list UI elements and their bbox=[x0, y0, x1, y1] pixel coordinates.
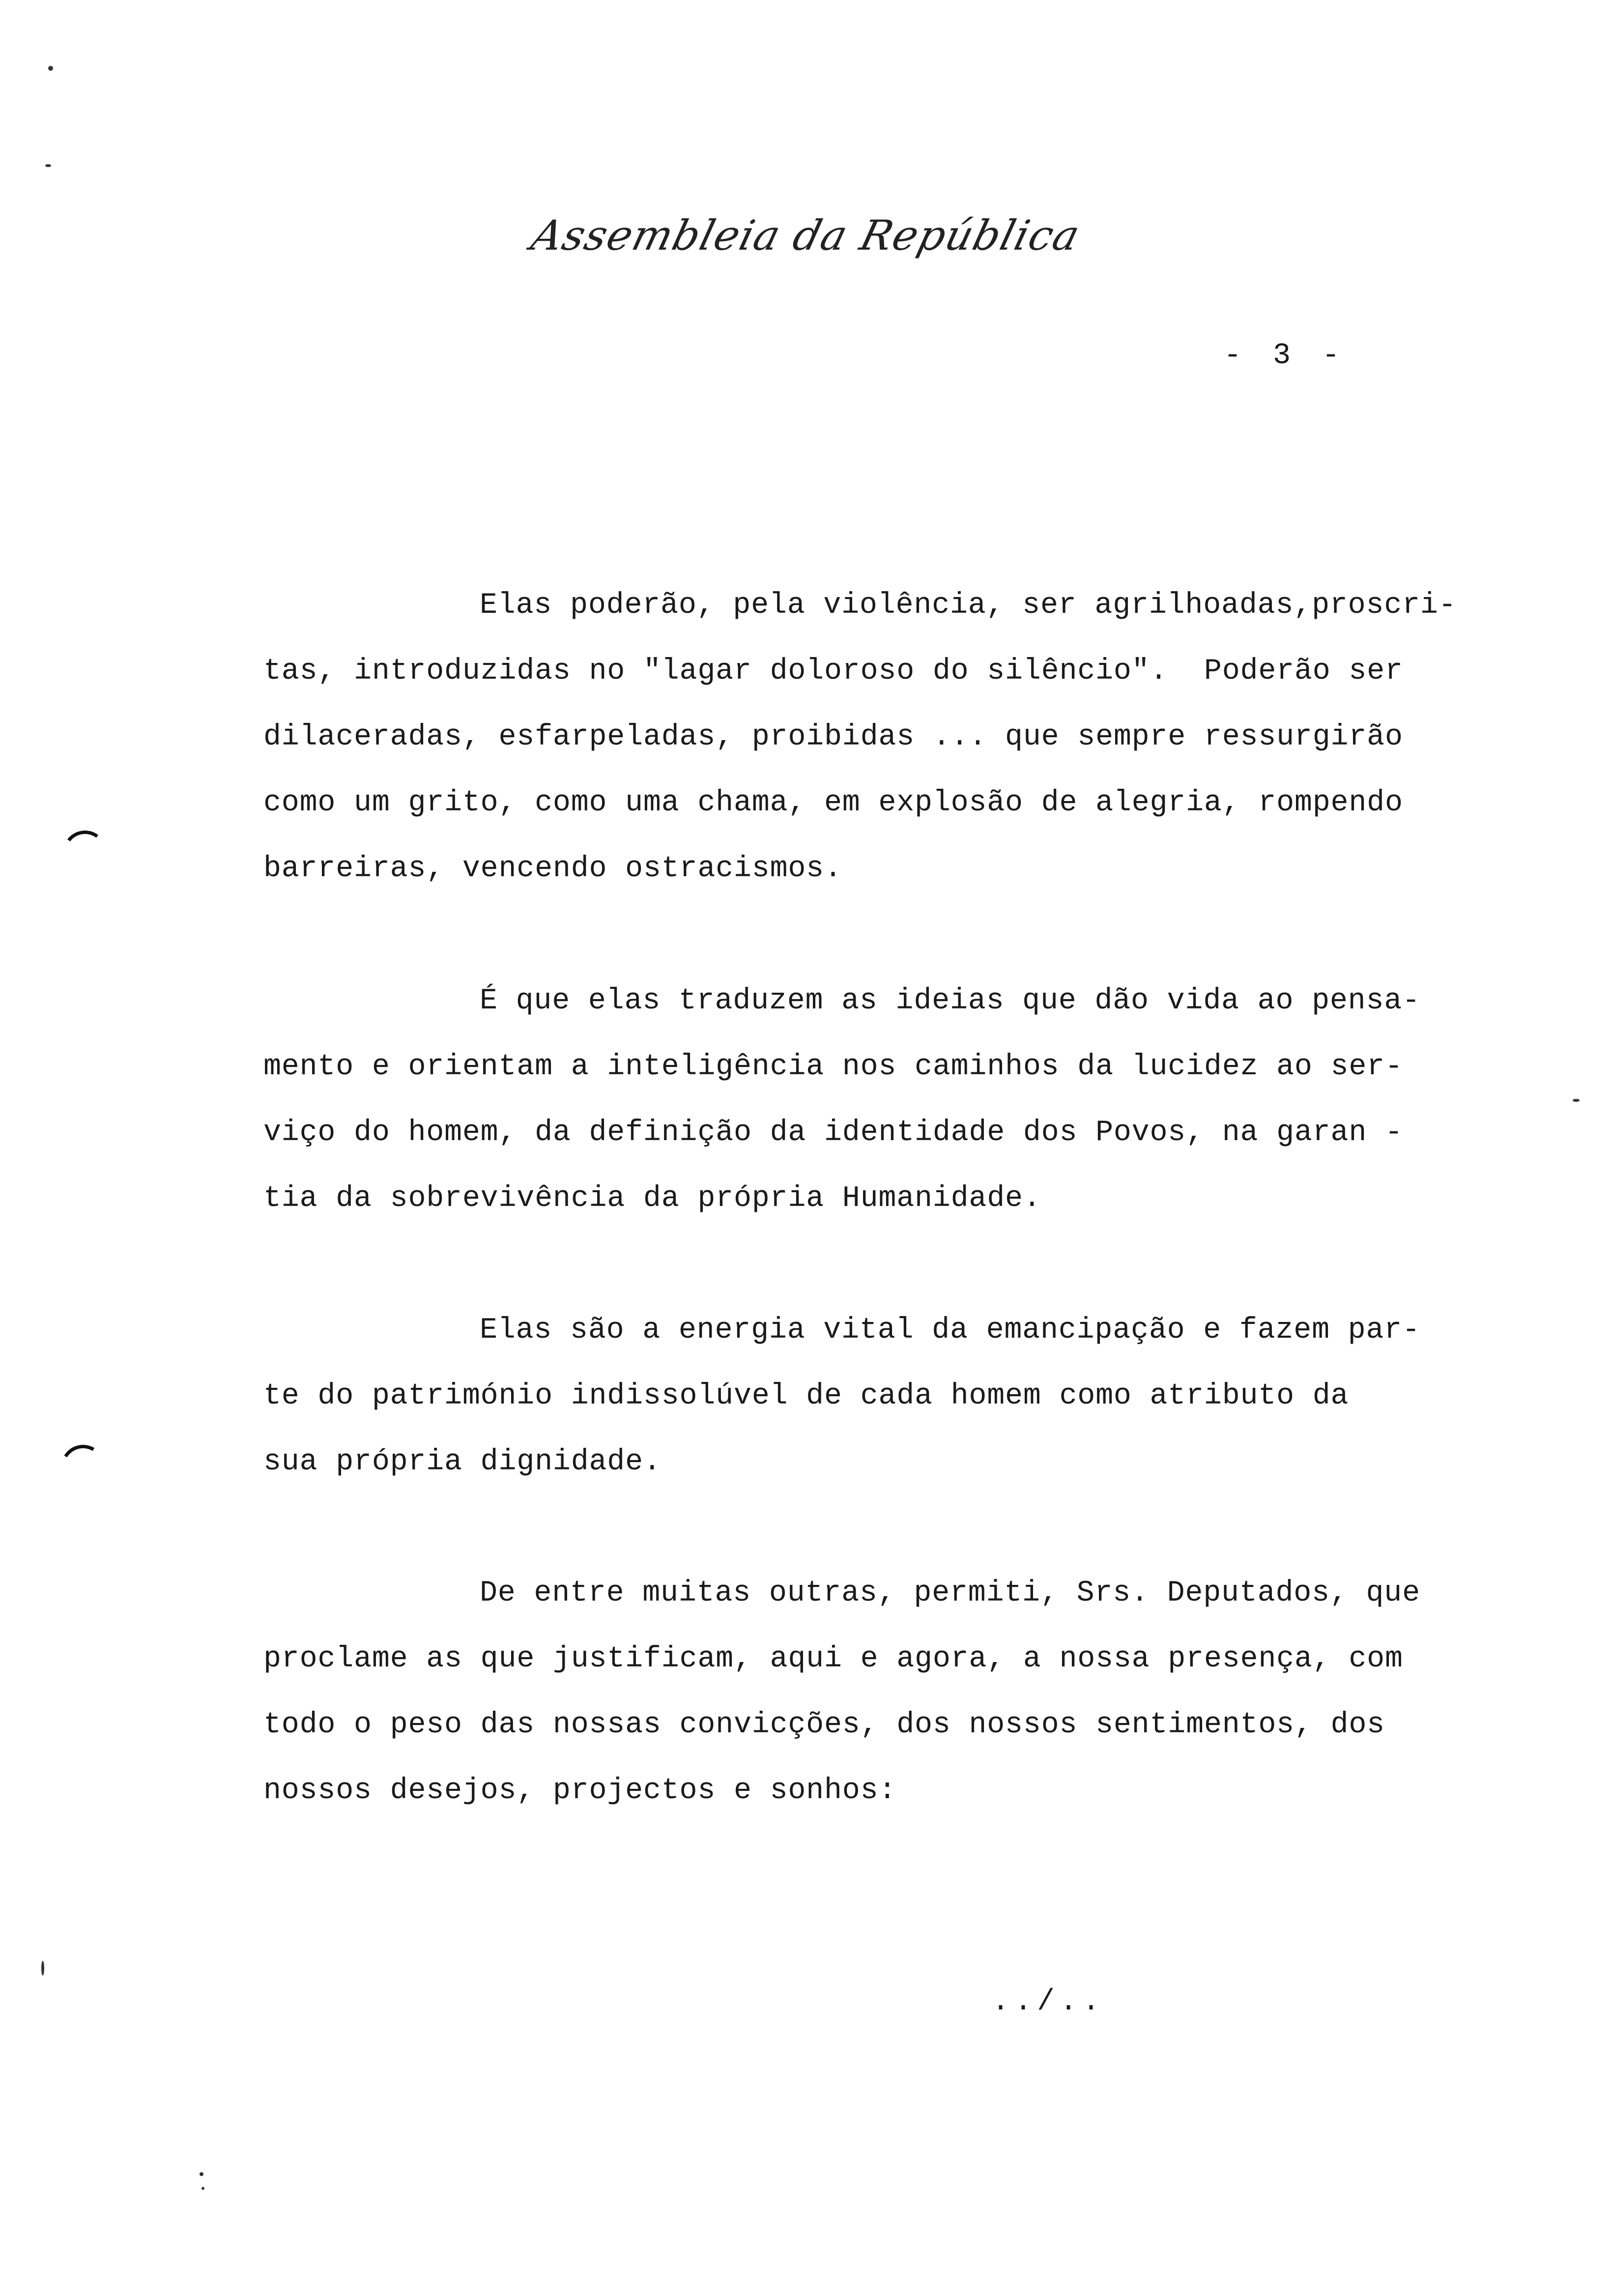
scan-speck bbox=[1573, 1099, 1580, 1102]
text-line: Elas poderão, pela violência, ser agrilhoadas,proscri- bbox=[480, 589, 1457, 622]
text-line: De entre muitas outras, permiti, Srs. Deputados, que bbox=[480, 1577, 1420, 1610]
punch-hole-mark bbox=[56, 1440, 110, 1493]
text-line: sua própria dignidade. bbox=[263, 1445, 662, 1479]
text-line: como um grito, como uma chama, em explosão de alegria, rompendo bbox=[263, 786, 1403, 820]
text-line: nossos desejos, projectos e sonhos: bbox=[263, 1774, 897, 1808]
punch-hole-mark bbox=[60, 828, 110, 878]
page-number: - 3 - bbox=[1224, 339, 1347, 373]
scan-speck bbox=[48, 66, 53, 71]
text-line: todo o peso das nossas convicções, dos nossos sentimentos, dos bbox=[263, 1708, 1385, 1742]
scan-speck bbox=[41, 1961, 44, 1976]
text-line: te do património indissolúvel de cada homem como atributo da bbox=[263, 1379, 1349, 1413]
text-line: viço do homem, da definição da identidade dos Povos, na garan - bbox=[263, 1116, 1403, 1149]
paragraph-4 bbox=[263, 1560, 1522, 1824]
scan-speck bbox=[200, 2172, 203, 2176]
text-line: Elas são a energia vital da emancipação e fazem par- bbox=[480, 1314, 1420, 1347]
paragraph-3 bbox=[263, 1297, 1522, 1495]
paragraph-1 bbox=[263, 573, 1522, 902]
paragraph-2 bbox=[263, 968, 1522, 1232]
text-line: dilaceradas, esfarpeladas, proibidas ... que sempre ressurgirão bbox=[263, 720, 1403, 754]
text-line: tas, introduzidas no "lagar doloroso do silêncio". Poderão ser bbox=[263, 655, 1403, 688]
text-line: mento e orientam a inteligência nos caminhos da lucidez ao ser- bbox=[263, 1050, 1403, 1084]
letterhead-title: Assembleia da República bbox=[526, 211, 1086, 259]
text-line: proclame as que justificam, aqui e agora, a nossa presença, com bbox=[263, 1642, 1403, 1676]
text-line: tia da sobrevivência da própria Humanidade. bbox=[263, 1182, 1041, 1215]
text-line: É que elas traduzem as ideias que dão vida ao pensa- bbox=[480, 984, 1420, 1018]
scan-speck bbox=[202, 2187, 204, 2190]
continuation-mark: ../.. bbox=[992, 1985, 1105, 2019]
scan-speck bbox=[45, 164, 51, 167]
text-line: barreiras, vencendo ostracismos. bbox=[263, 852, 842, 886]
